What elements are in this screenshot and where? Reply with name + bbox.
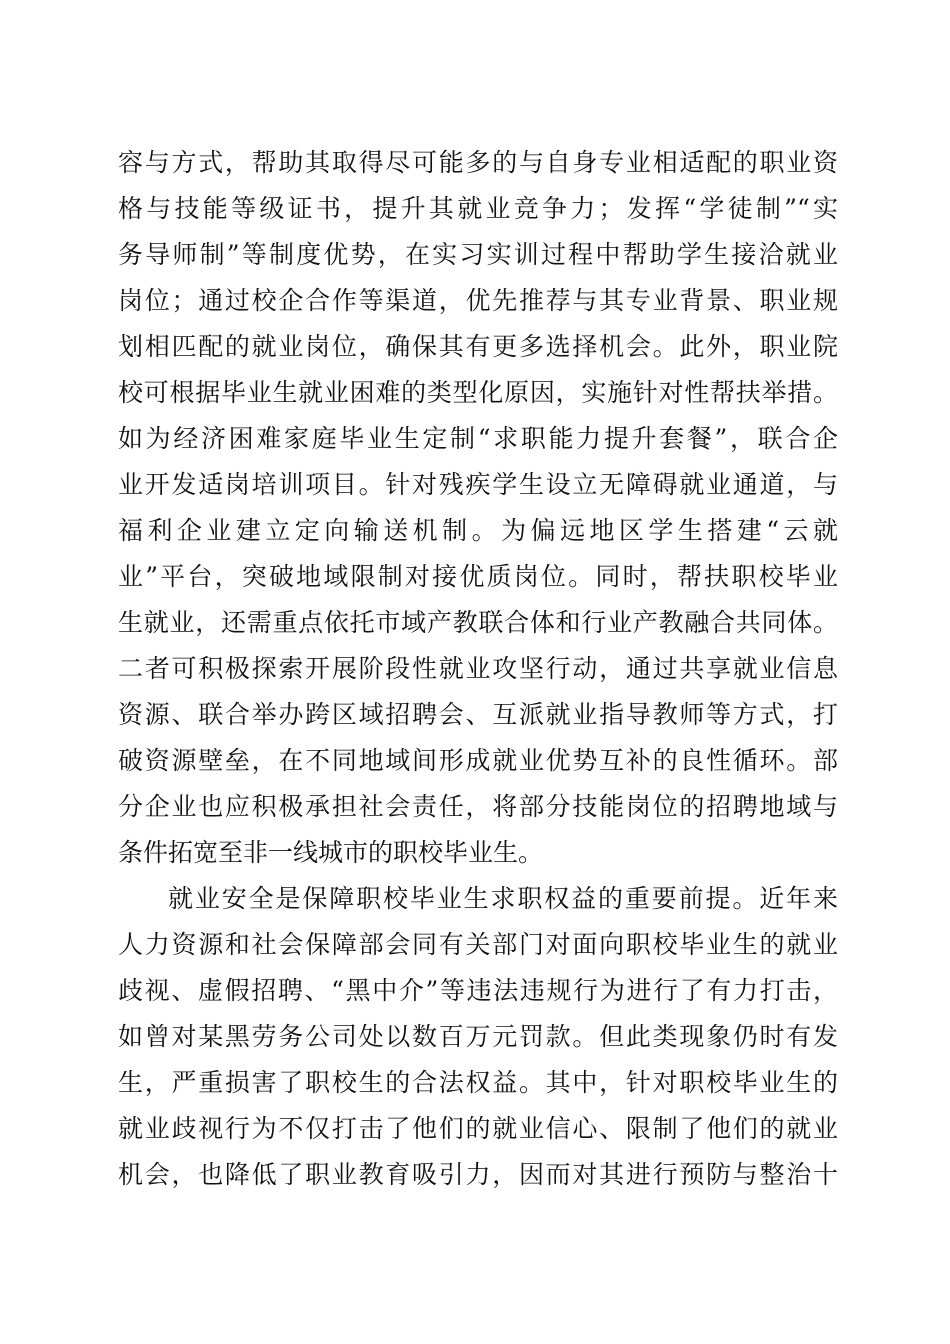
text-line: 容与方式，帮助其取得尽可能多的与自身专业相适配的职业资 bbox=[118, 148, 838, 177]
text-line: 生，严重损害了职校生的合法权益。其中，针对职校毕业生的 bbox=[118, 1068, 838, 1097]
text-line: 划相匹配的就业岗位，确保其有更多选择机会。此外，职业院 bbox=[118, 332, 838, 361]
text-line: 就业歧视行为不仅打击了他们的就业信心、限制了他们的就业 bbox=[118, 1114, 838, 1143]
text-line: 如为经济困难家庭毕业生定制“求职能力提升套餐”，联合企 bbox=[118, 424, 838, 453]
text-line: 业”平台，突破地域限制对接优质岗位。同时，帮扶职校毕业 bbox=[118, 562, 838, 591]
text-line: 二者可积极探索开展阶段性就业攻坚行动，通过共享就业信息 bbox=[118, 654, 838, 683]
text-line: 歧视、虚假招聘、“黑中介”等违法违规行为进行了有力打击， bbox=[118, 976, 838, 1005]
text-line: 就业安全是保障职校毕业生求职权益的重要前提。近年来 bbox=[168, 884, 838, 913]
body-text bbox=[118, 140, 838, 1198]
text-line: 机会，也降低了职业教育吸引力，因而对其进行预防与整治十 bbox=[118, 1160, 838, 1189]
text-line: 如曾对某黑劳务公司处以数百万元罚款。但此类现象仍时有发 bbox=[118, 1022, 838, 1051]
text-line: 业开发适岗培训项目。针对残疾学生设立无障碍就业通道，与 bbox=[118, 470, 838, 499]
text-line: 格与技能等级证书，提升其就业竞争力；发挥“学徒制”“实 bbox=[118, 194, 838, 223]
text-line: 岗位；通过校企合作等渠道，优先推荐与其专业背景、职业规 bbox=[118, 286, 838, 315]
text-line: 务导师制”等制度优势，在实习实训过程中帮助学生接洽就业 bbox=[118, 240, 838, 269]
text-line: 生就业，还需重点依托市域产教联合体和行业产教融合共同体。 bbox=[118, 608, 838, 637]
paragraph-1 bbox=[118, 140, 838, 876]
text-line: 分企业也应积极承担社会责任，将部分技能岗位的招聘地域与 bbox=[118, 792, 838, 821]
text-line: 人力资源和社会保障部会同有关部门对面向职校毕业生的就业 bbox=[118, 930, 838, 959]
text-line: 福利企业建立定向输送机制。为偏远地区学生搭建“云就 bbox=[118, 516, 838, 545]
text-line: 破资源壁垒，在不同地域间形成就业优势互补的良性循环。部 bbox=[118, 746, 838, 775]
paragraph-2 bbox=[118, 876, 838, 1198]
text-line: 条件拓宽至非一线城市的职校毕业生。 bbox=[118, 838, 544, 867]
text-line: 资源、联合举办跨区域招聘会、互派就业指导教师等方式，打 bbox=[118, 700, 838, 729]
text-line: 校可根据毕业生就业困难的类型化原因，实施针对性帮扶举措。 bbox=[118, 378, 838, 407]
